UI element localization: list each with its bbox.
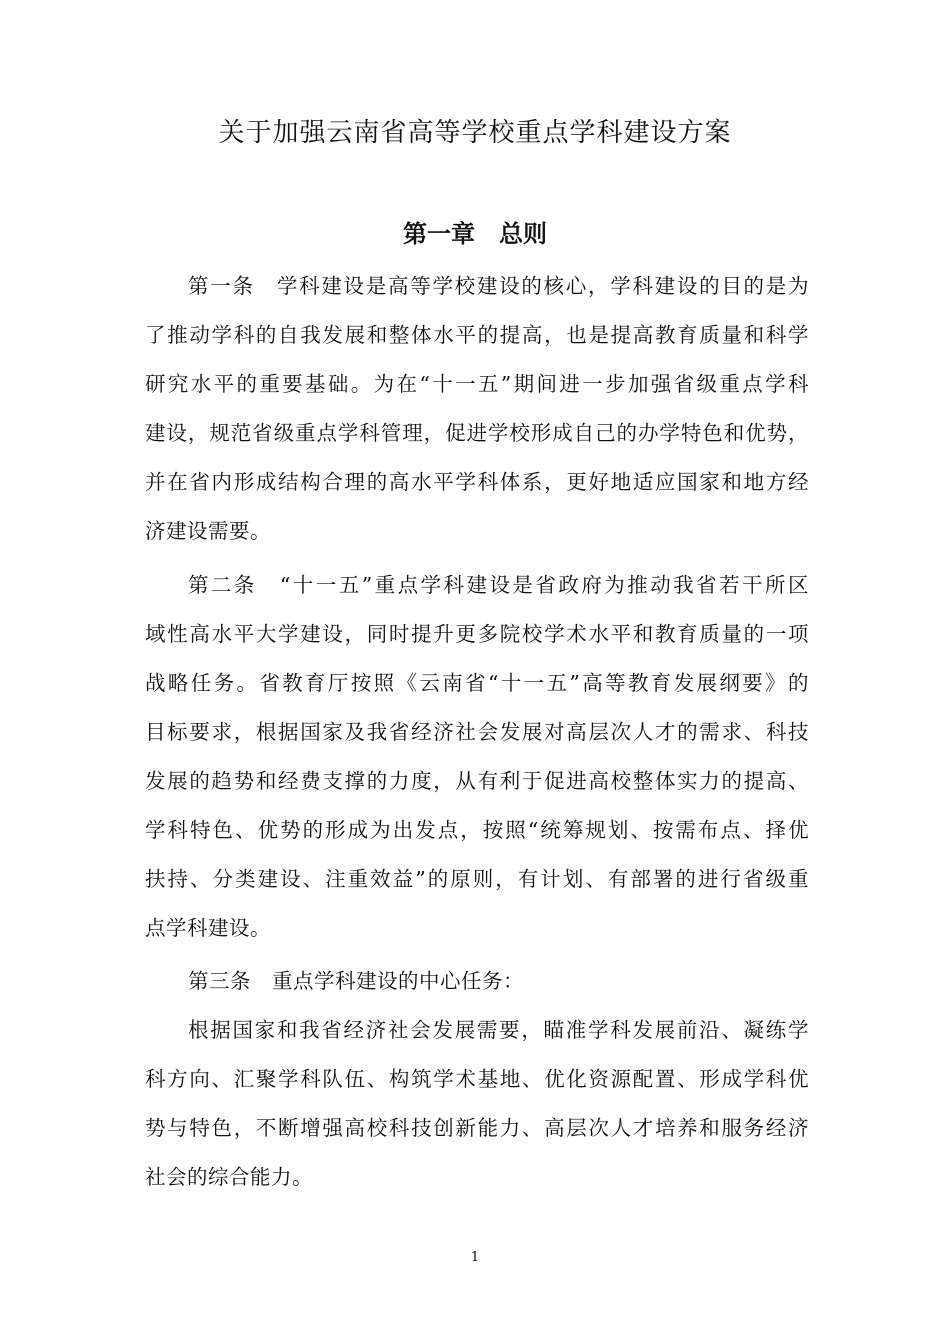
article-2-line: 点学科建设。 [145,916,271,940]
page-number: 1 [470,1250,480,1265]
document-title: 关于加强云南省高等学校重点学科建设方案 [218,118,732,148]
article-2-line: 扶持、分类建设、注重效益”的原则，有计划、有部署的进行省级重 [145,867,809,891]
article-3-line: 第三条 重点学科建设的中心任务： [188,969,524,993]
article-3-body-line: 科方向、汇聚学科队伍、构筑学术基地、优化资源配置、形成学科优 [145,1067,809,1091]
article-2-line: 发展的趋势和经费支撑的力度，从有利于促进高校整体实力的提高、 [145,769,809,793]
article-3-body-line: 社会的综合能力。 [145,1165,313,1189]
article-3-body-line: 根据国家和我省经济社会发展需要，瞄准学科发展前沿、凝练学 [188,1018,809,1042]
article-2-line: 域性高水平大学建设，同时提升更多院校学术水平和教育质量的一项 [145,622,809,646]
article-1-line: 第一条 学科建设是高等学校建设的核心，学科建设的目的是为 [188,274,809,298]
article-1-line: 建设，规范省级重点学科管理，促进学校形成自己的办学特色和优势， [145,421,809,445]
article-2-line: 第二条 “十一五”重点学科建设是省政府为推动我省若干所区 [188,573,809,597]
article-2-line: 学科特色、优势的形成为出发点，按照“统筹规划、按需布点、择优 [145,818,809,842]
chapter-title: 第一章 总则 [403,220,547,248]
article-3-body-line: 势与特色，不断增强高校科技创新能力、高层次人才培养和服务经济 [145,1116,809,1140]
article-2-line: 目标要求，根据国家及我省经济社会发展对高层次人才的需求、科技 [145,720,809,744]
article-2-line: 战略任务。省教育厅按照《云南省“十一五”高等教育发展纲要》的 [145,671,809,695]
article-1-line: 研究水平的重要基础。为在“十一五”期间进一步加强省级重点学科 [145,372,809,396]
article-1-line: 了推动学科的自我发展和整体水平的提高，也是提高教育质量和科学 [145,323,809,347]
article-1-line: 并在省内形成结构合理的高水平学科体系，更好地适应国家和地方经 [145,470,809,494]
article-1-line: 济建设需要。 [145,519,271,543]
